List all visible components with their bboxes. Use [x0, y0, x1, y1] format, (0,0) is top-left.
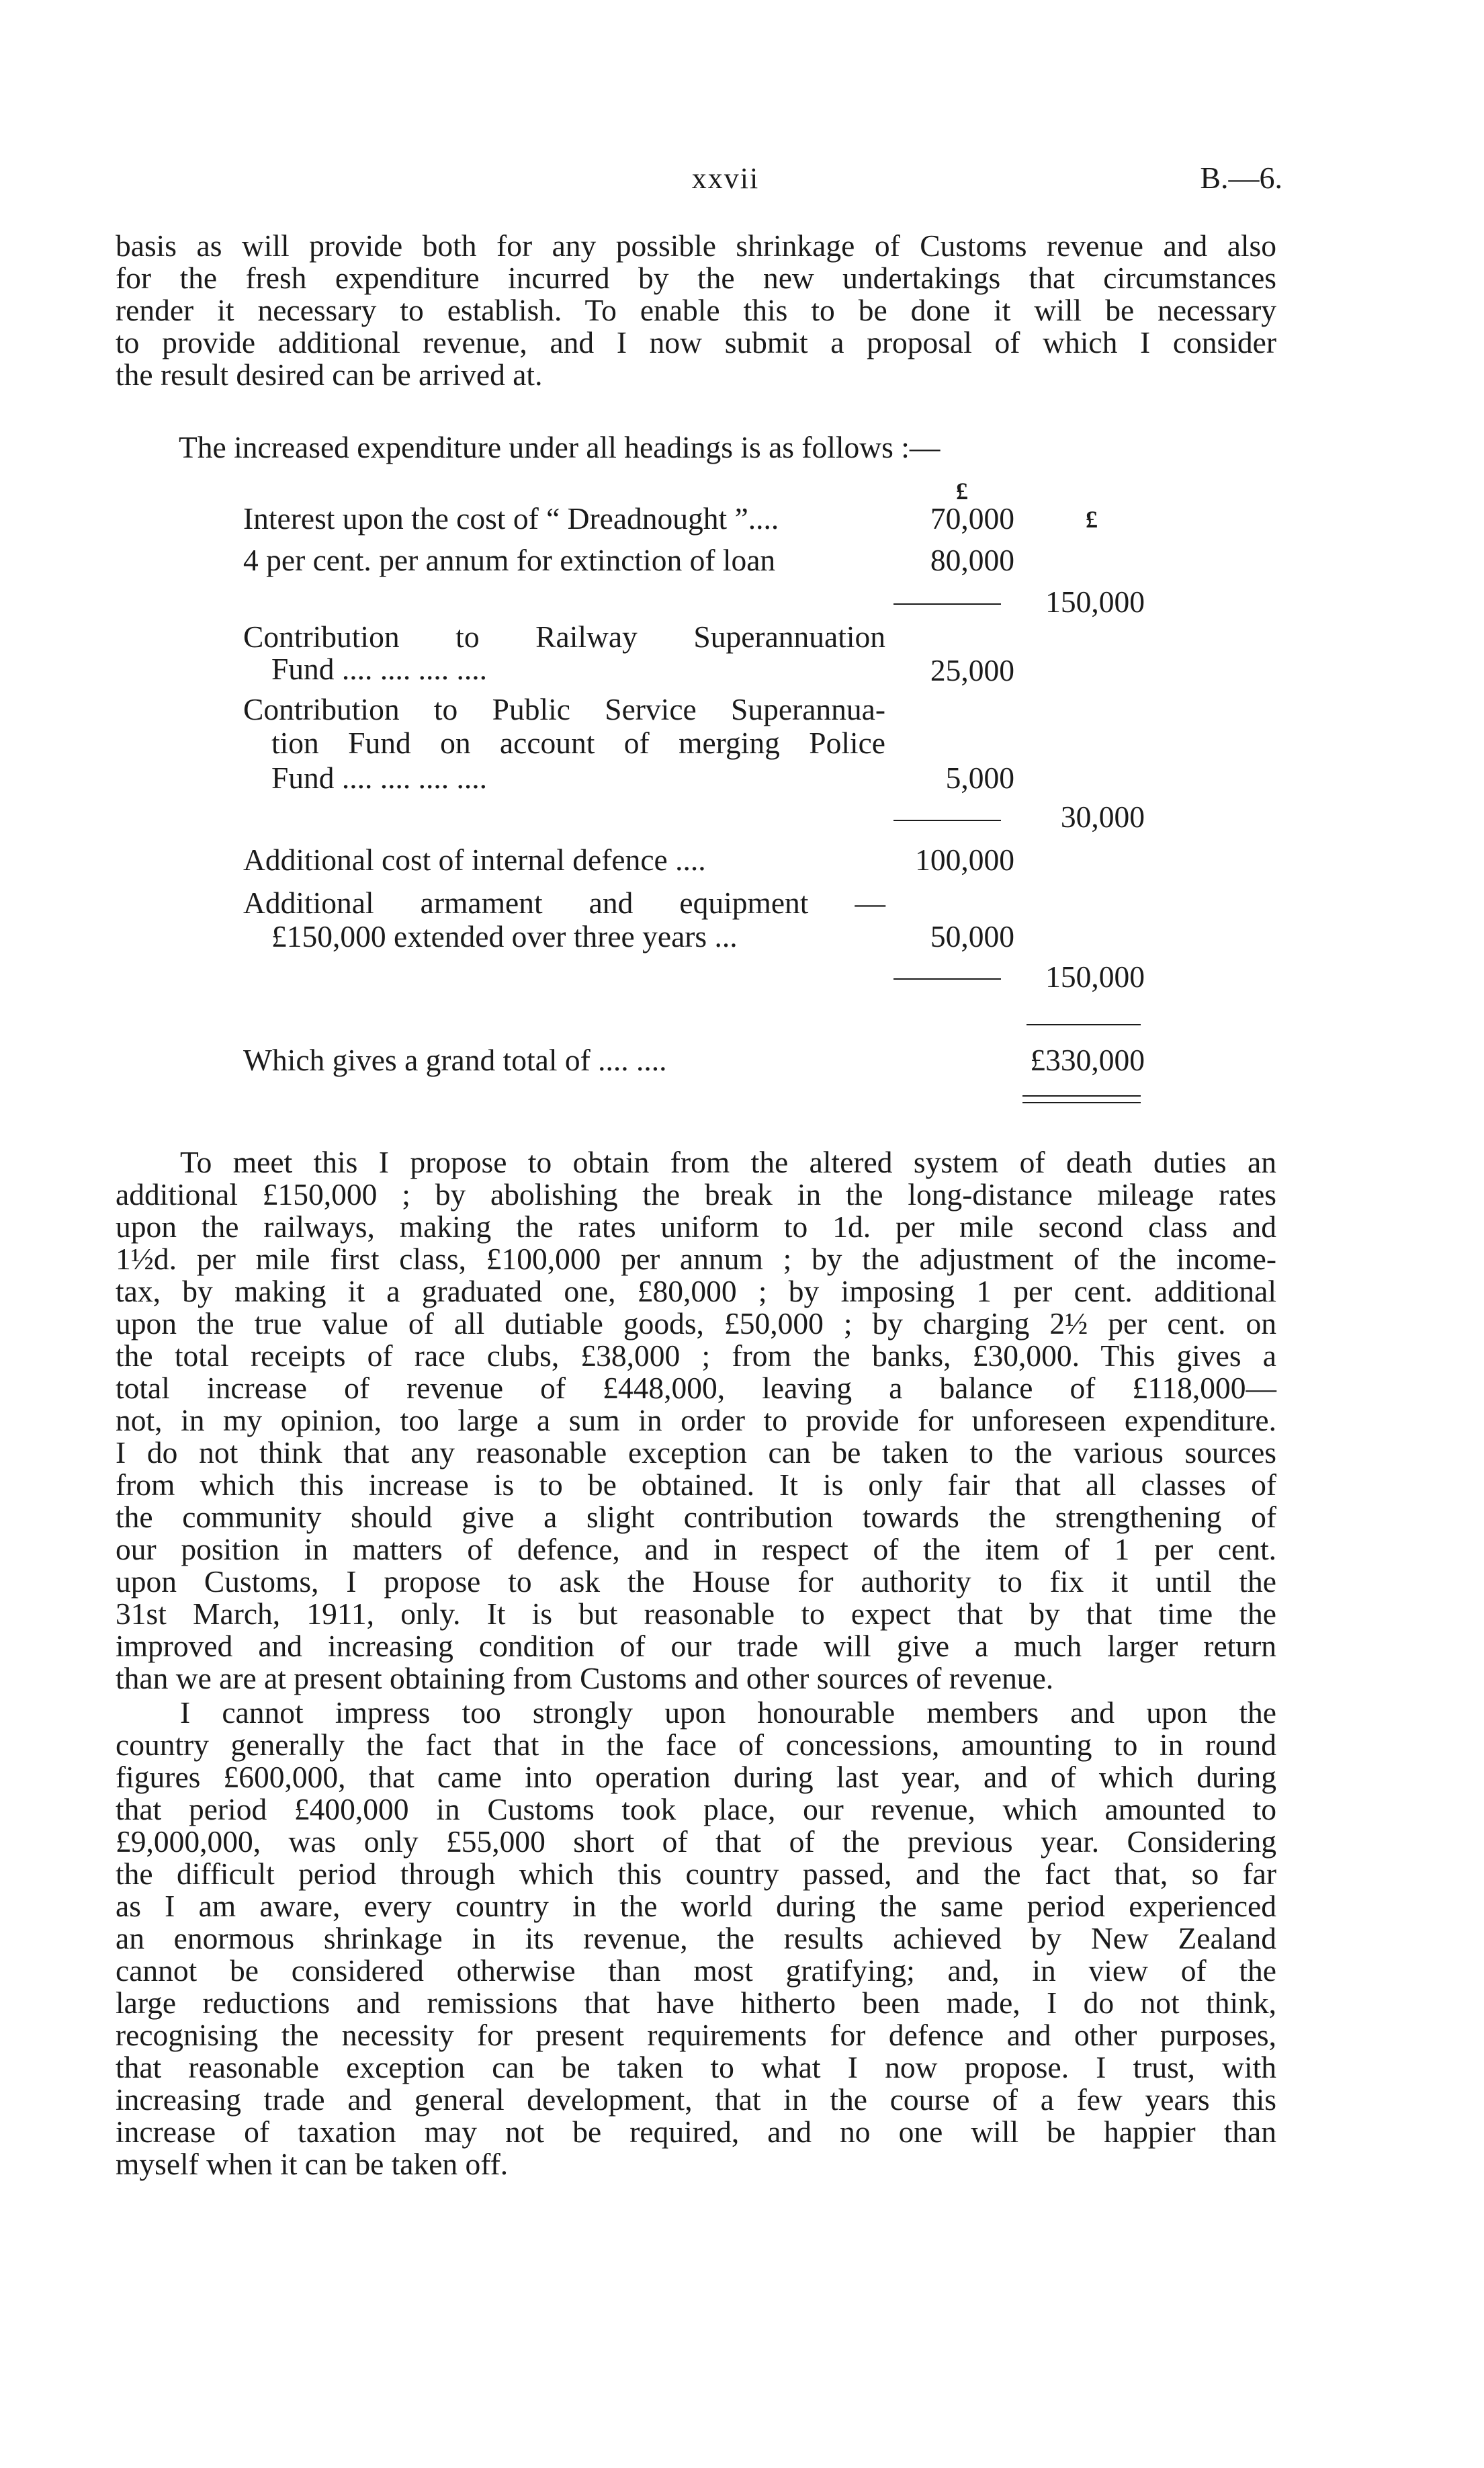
subtotal-2: 30,000: [1060, 800, 1145, 834]
paragraph-line: the community should give a slight contribution towards the strengthening of: [116, 1500, 1276, 1534]
paragraph-2: [116, 1146, 1276, 1695]
row-armament-desc-text: Additional armament and equipment —: [243, 886, 885, 920]
subtotal-rule: [893, 820, 1001, 821]
row-interest-desc: Interest upon the cost of “ Dreadnought ”....: [243, 501, 779, 536]
paragraph-line: as I am aware, every country in the world during the same period experienced: [116, 1889, 1276, 1923]
paragraph-line: additional £150,000 ; by abolishing the break in the long-distance mileage rates: [116, 1177, 1276, 1211]
paragraph-line: the result desired can be arrived at.: [116, 357, 543, 392]
paragraph-line: upon the true value of all dutiable goods, £50,000 ; by charging 2½ per cent. on: [116, 1306, 1276, 1341]
paragraph-line: upon Customs, I propose to ask the House for authority to fix it until the: [116, 1564, 1276, 1599]
paragraph-line: for the fresh expenditure incurred by the new undertakings that circumstances: [116, 261, 1276, 295]
paragraph-line: to provide additional revenue, and I now submit a proposal of which I consider: [116, 325, 1276, 359]
paragraph-line: total increase of revenue of £448,000, leaving a balance of £118,000—: [116, 1371, 1276, 1405]
grand-total-double-rule-bottom: [1022, 1102, 1141, 1103]
subtotal-rule: [893, 978, 1001, 980]
paragraph-line: improved and increasing condition of our trade will give a much larger return: [116, 1629, 1276, 1663]
paragraph-line: I cannot impress too strongly upon honourable members and upon the: [180, 1695, 1276, 1730]
page-reference: B.—6.: [1200, 161, 1282, 195]
subtotal-rule: [893, 603, 1001, 605]
grand-total-double-rule-top: [1022, 1095, 1141, 1097]
row-internal-amount: 100,000: [915, 843, 1014, 877]
row-interest-amount: 70,000: [930, 501, 1014, 536]
row-public-desc-text-2: tion Fund on account of merging Police: [271, 726, 885, 760]
paragraph-line: an enormous shrinkage in its revenue, the results achieved by New Zealand: [116, 1921, 1276, 1955]
row-extinction-amount: 80,000: [930, 543, 1014, 577]
paragraph-line: To meet this I propose to obtain from the altered system of death duties an: [180, 1145, 1276, 1179]
paragraph-line: I do not think that any reasonable exception can be taken to the various sources: [116, 1435, 1276, 1470]
row-public-amount: 5,000: [945, 761, 1014, 795]
row-railway-amount: 25,000: [930, 653, 1014, 687]
paragraph-line: large reductions and remissions that have hitherto been made, I do not think,: [116, 1986, 1276, 2020]
row-public-desc-line3: Fund .... .... .... ....: [271, 761, 488, 795]
paragraph-1: [116, 230, 1276, 391]
row-extinction-desc: 4 per cent. per annum for extinction of loan: [243, 543, 776, 577]
paragraph-line: increase of taxation may not be required, and no one will be happier than: [116, 2115, 1276, 2149]
paragraph-line: cannot be considered otherwise than most gratifying; and, in view of the: [116, 1953, 1276, 1988]
row-public-desc-line1: [243, 693, 885, 726]
total-rule: [1027, 1024, 1141, 1025]
row-armament-desc-line1: [243, 887, 885, 919]
row-armament-desc-line2: £150,000 extended over three years ...: [271, 919, 738, 953]
row-railway-desc-text: Contribution to Railway Superannuation: [243, 620, 885, 654]
paragraph-line: from which this increase is to be obtained. It is only fair that all classes of: [116, 1467, 1276, 1502]
grand-total: £330,000: [1030, 1043, 1145, 1077]
subtotal-1: 150,000: [1045, 585, 1145, 619]
subtotal-3: 150,000: [1045, 960, 1145, 994]
paragraph-line: myself when it can be taken off.: [116, 2147, 509, 2181]
row-armament-amount: 50,000: [930, 919, 1014, 953]
paragraph-line: 1½d. per mile first class, £100,000 per annum ; by the adjustment of the income-: [116, 1242, 1276, 1276]
paragraph-line: our position in matters of defence, and in respect of the item of 1 per cent.: [116, 1532, 1276, 1566]
paragraph-line: country generally the fact that in the face of concessions, amounting to in round: [116, 1728, 1276, 1762]
paragraph-line: the total receipts of race clubs, £38,000 ; from the banks, £30,000. This gives a: [116, 1338, 1276, 1373]
paragraph-line: render it necessary to establish. To enable this to be done it will be necessary: [116, 293, 1276, 327]
paragraph-line: 31st March, 1911, only. It is but reasonable to expect that by that time the: [116, 1597, 1276, 1631]
paragraph-line: that reasonable exception can be taken to what I now propose. I trust, with: [116, 2050, 1276, 2084]
page-number: xxvii: [691, 162, 760, 195]
row-railway-desc-line2: Fund .... .... .... ....: [271, 652, 488, 686]
paragraph-line: upon the railways, making the rates uniform to 1d. per mile second class and: [116, 1209, 1276, 1244]
paragraph-line: the difficult period through which this country passed, and the fact that, so far: [116, 1857, 1276, 1891]
row-public-desc-text-1: Contribution to Public Service Superannua-: [243, 692, 885, 726]
paragraph-line: increasing trade and general development, that in the course of a few years this: [116, 2082, 1276, 2117]
paragraph-line: tax, by making it a graduated one, £80,000 ; by imposing 1 per cent. additional: [116, 1274, 1276, 1308]
paragraph-line: that period £400,000 in Customs took place, our revenue, which amounted to: [116, 1792, 1276, 1826]
paragraph-line: £9,000,000, was only £55,000 short of that of the previous year. Considering: [116, 1824, 1276, 1859]
paragraph-line: basis as will provide both for any possible shrinkage of Customs revenue and also: [116, 228, 1276, 263]
row-public-desc-line2: [271, 727, 885, 759]
paragraph-line: than we are at present obtaining from Customs and other sources of revenue.: [116, 1661, 1054, 1695]
paragraph-line: recognising the necessity for present requirements for defence and other purposes,: [116, 2018, 1276, 2052]
expenditure-intro: The increased expenditure under all headings is as follows :—: [179, 430, 941, 464]
currency-header-col2: £: [1086, 506, 1098, 533]
paragraph-line: not, in my opinion, too large a sum in order to provide for unforeseen expenditure.: [116, 1403, 1276, 1437]
row-internal-desc: Additional cost of internal defence ....: [243, 843, 706, 877]
grand-total-desc: Which gives a grand total of .... ....: [243, 1043, 667, 1077]
currency-header-col1: £: [956, 478, 968, 505]
paragraph-3: [116, 1697, 1276, 2180]
paragraph-line: figures £600,000, that came into operation during last year, and of which during: [116, 1760, 1276, 1794]
row-railway-desc-line1: [243, 621, 885, 653]
